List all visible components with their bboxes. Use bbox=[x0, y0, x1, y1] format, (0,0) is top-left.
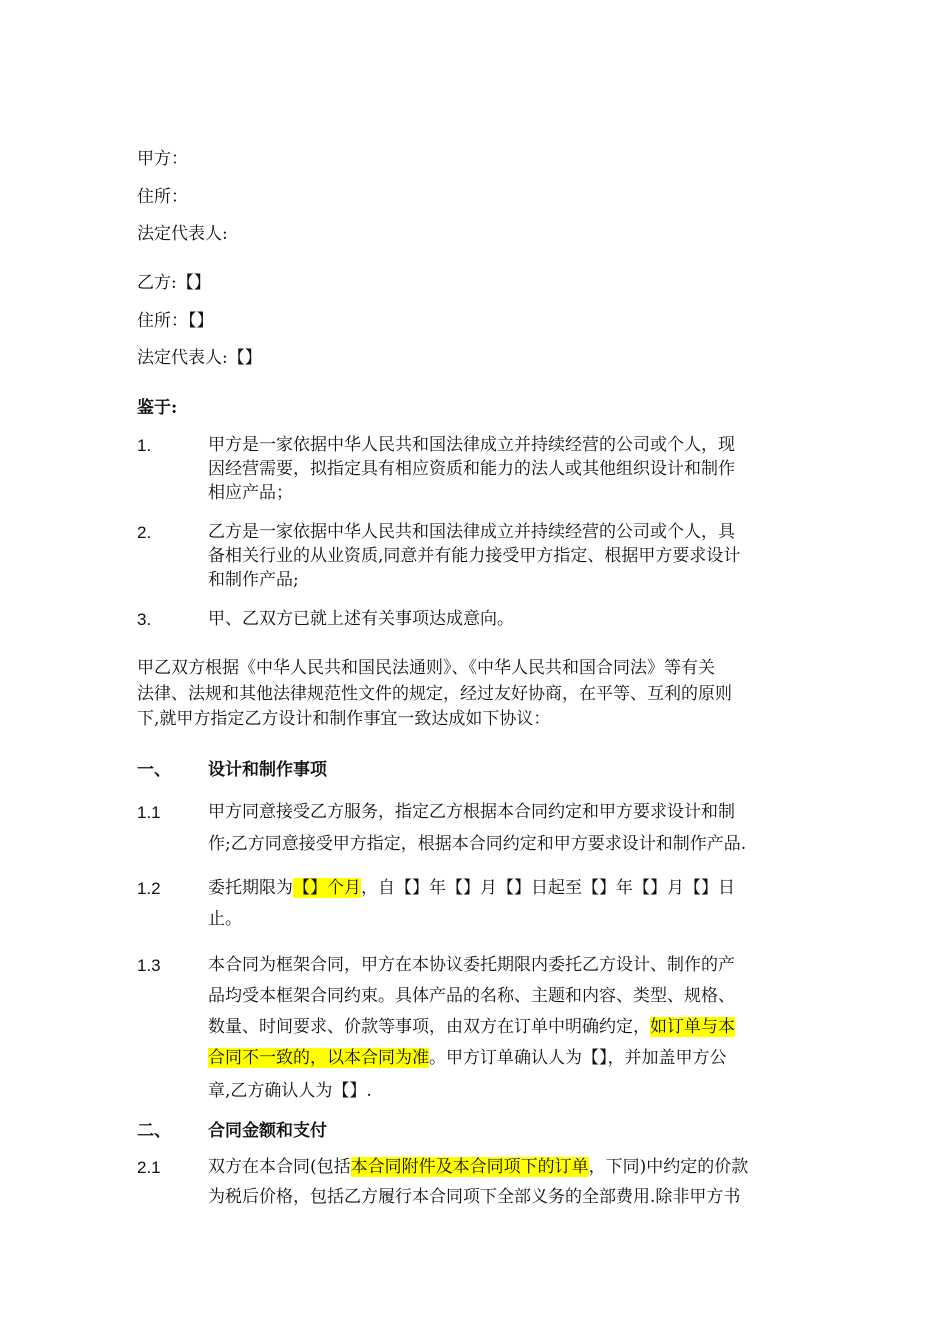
clause-1-3-num: 1.3 bbox=[137, 956, 161, 975]
party-a-label: 甲方： bbox=[137, 149, 188, 169]
clause-1-1-line-2: 作;乙方同意接受甲方指定，根据本合同约定和甲方要求设计和制作产品. bbox=[208, 834, 747, 854]
clause-1-1-line-1: 甲方同意接受乙方服务，指定乙方根据本合同约定和甲方要求设计和制 bbox=[208, 802, 735, 822]
whereas-2-line-2: 备相关行业的从业资质,同意并有能力接受甲方指定、根据甲方要求设计 bbox=[208, 546, 741, 566]
section-1-num: 一、 bbox=[137, 760, 171, 780]
preamble-line-1: 甲乙双方根据《中华人民共和国民法通则》、《中华人民共和国合同法》等有关 bbox=[137, 658, 715, 678]
clause-1-2-highlight: 【】个月 bbox=[293, 878, 361, 898]
clause-1-2-text-pre: 委托期限为 bbox=[208, 878, 293, 898]
clause-1-2-line-1 bbox=[208, 877, 735, 899]
whereas-num-3: 3. bbox=[137, 610, 152, 629]
clause-1-3-line-3 bbox=[208, 1016, 735, 1038]
preamble-line-2: 法律、法规和其他法律规范性文件的规定，经过友好协商，在平等、互利的原则 bbox=[137, 684, 732, 704]
section-1-title: 设计和制作事项 bbox=[208, 760, 327, 780]
whereas-1-line-1: 甲方是一家依据中华人民共和国法律成立并持续经营的公司或个人，现 bbox=[208, 435, 735, 455]
clause-1-3-text-post: 。甲方订单确认人为【】，并加盖甲方公 bbox=[429, 1048, 727, 1068]
clause-1-3-line-1: 本合同为框架合同，甲方在本协议委托期限内委托乙方设计、制作的产 bbox=[208, 955, 735, 975]
clause-2-1-line-2: 为税后价格，包括乙方履行本合同项下全部义务的全部费用.除非甲方书 bbox=[208, 1187, 741, 1207]
clause-2-1-line-1 bbox=[208, 1156, 748, 1178]
clause-2-1-text-pre: 双方在本合同(包括 bbox=[208, 1157, 351, 1177]
preamble-line-3: 下,就甲方指定乙方设计和制作事宜一致达成如下协议： bbox=[137, 709, 551, 729]
clause-1-2-line-2: 止。 bbox=[208, 909, 242, 929]
whereas-1-line-3: 相应产品； bbox=[208, 483, 293, 503]
party-a-address: 住所： bbox=[137, 187, 188, 207]
clause-1-3-line-5: 章,乙方确认人为【】. bbox=[208, 1081, 372, 1101]
party-a-rep: 法定代表人: bbox=[137, 224, 228, 244]
party-b-address: 住所：【】 bbox=[137, 311, 214, 331]
section-2-title: 合同金额和支付 bbox=[208, 1121, 327, 1141]
clause-1-2-text-post: ，自【】年【】月【】日起至【】年【】月【】日 bbox=[361, 878, 735, 898]
clause-1-3-line-4 bbox=[208, 1047, 727, 1069]
clause-1-2-num: 1.2 bbox=[137, 879, 161, 898]
clause-1-3-highlight-a: 如订单与本 bbox=[650, 1017, 735, 1037]
clause-2-1-text-post: ，下同)中约定的价款 bbox=[588, 1157, 749, 1177]
whereas-1-line-2: 因经营需要，拟指定具有相应资质和能力的法人或其他组织设计和制作 bbox=[208, 459, 735, 479]
party-b-label: 乙方:【】 bbox=[137, 273, 211, 293]
whereas-2-line-3: 和制作产品; bbox=[208, 570, 299, 590]
whereas-3-line-1: 甲、乙双方已就上述有关事项达成意向。 bbox=[208, 609, 514, 629]
whereas-num-2: 2. bbox=[137, 523, 152, 542]
clause-2-1-num: 2.1 bbox=[137, 1158, 161, 1177]
party-b-rep: 法定代表人:【】 bbox=[137, 348, 262, 368]
whereas-num-1: 1. bbox=[137, 436, 152, 455]
whereas-title: 鉴于: bbox=[137, 398, 178, 418]
clause-2-1-highlight: 本合同附件及本合同项下的订单 bbox=[350, 1157, 589, 1177]
clause-1-3-highlight-b: 合同不一致的，以本合同为准 bbox=[208, 1048, 429, 1068]
clause-1-1-num: 1.1 bbox=[137, 803, 161, 822]
whereas-2-line-1: 乙方是一家依据中华人民共和国法律成立并持续经营的公司或个人，具 bbox=[208, 522, 735, 542]
clause-1-3-text-pre: 数量、时间要求、价款等事项，由双方在订单中明确约定， bbox=[208, 1017, 650, 1037]
section-2-num: 二、 bbox=[137, 1121, 171, 1141]
clause-1-3-line-2: 品均受本框架合同约束。具体产品的名称、主题和内容、类型、规格、 bbox=[208, 986, 735, 1006]
